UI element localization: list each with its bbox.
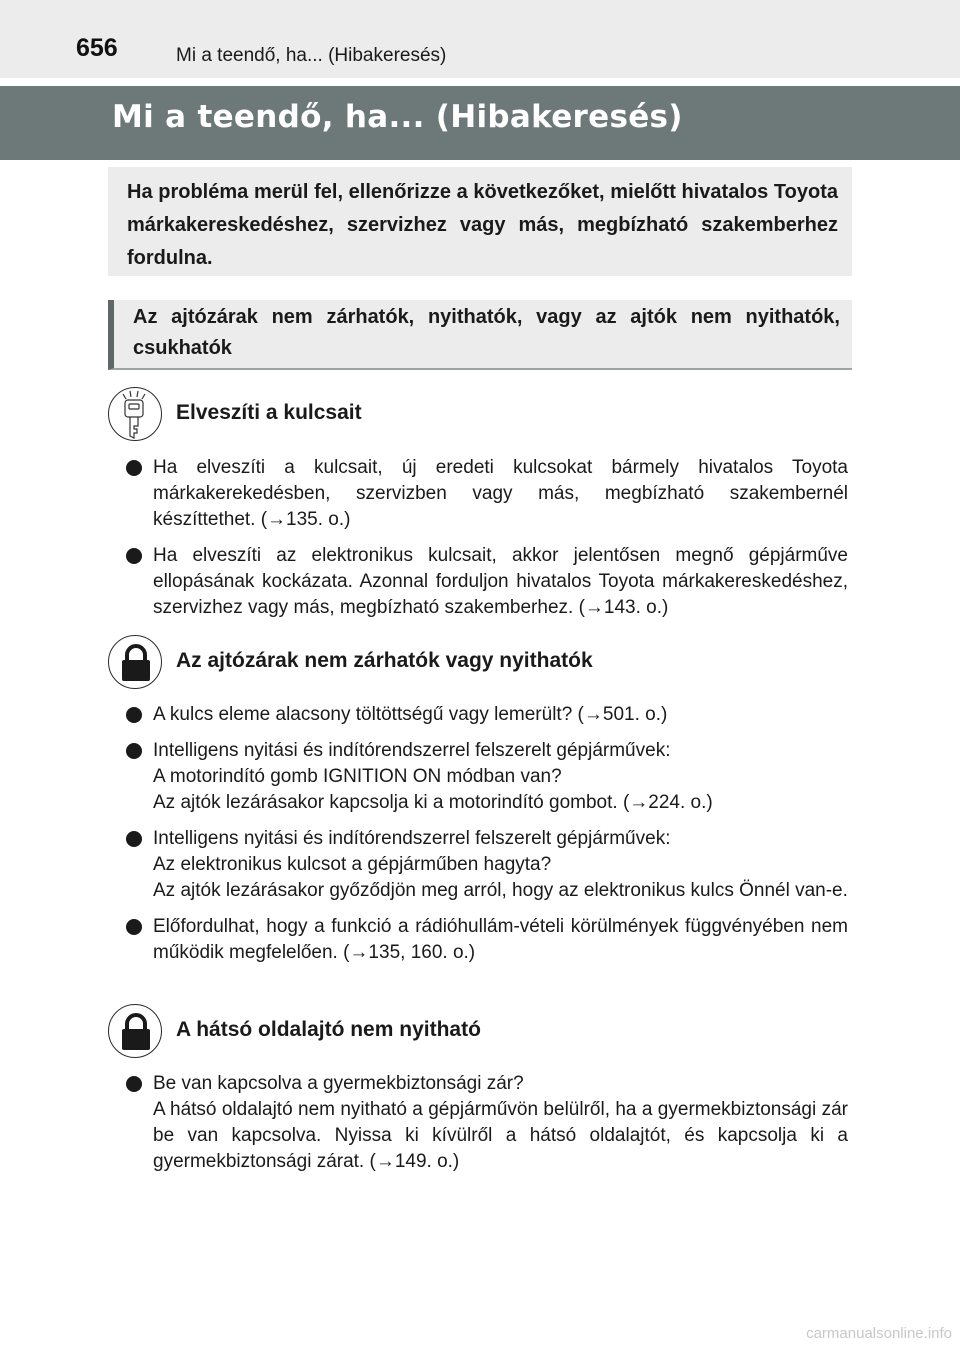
list-item: Be van kapcsolva a gyermekbiztonsági zár? A hátsó oldalajtó nem nyitható a gépjárművön belülről, ha a gyermekbiztonsági zár be van kapcsolva. Nyissa ki kívülről a hátsó oldalajtót, és kapcsolja ki a gyermekbiztonsági zárat. (→149. o.) [126,1071,848,1175]
topic-title: A hátsó oldalajtó nem nyitható [176,1018,481,1041]
bullet-icon [126,1076,142,1092]
page-number: 656 [76,34,118,62]
list-item: Intelligens nyitási és indítórendszerrel felszerelt gépjárművek: Az elektronikus kulcsot a gépjárműben hagyta? Az ajtók lezárásakor győződjön meg arról, hogy az elektronikus kulcs Önnél van-e. [126,826,848,904]
bullet-icon [126,919,142,935]
padlock-icon [108,1004,162,1058]
topic-rear-door-list [126,1071,848,1185]
list-item: Ha elveszíti a kulcsait, új eredeti kulcsokat bármely hivatalos Toyota márkakerekedésben, szervizben vagy más, megbízható szakembernél készíttethet. (→135. o.) [126,455,848,533]
list-item: Előfordulhat, hogy a funkció a rádióhullám-vételi körülmények függvényében nem működik megfelelően. (→135, 160. o.) [126,914,848,966]
bullet-icon [126,460,142,476]
topic-lost-keys [108,387,852,443]
list-item: Intelligens nyitási és indítórendszerrel felszerelt gépjárművek: A motorindító gomb IGNITION ON módban van? Az ajtók lezárásakor kapcsolja ki a motorindító gombot. (→224. o.) [126,738,848,816]
bullet-icon [126,548,142,564]
running-head: Mi a teendő, ha... (Hibakeresés) [176,45,447,66]
running-header-bar [0,0,960,78]
topic-locks-list [126,702,848,976]
topic-title: Az ajtózárak nem zárhatók vagy nyithatók [176,649,593,672]
intro-box: Ha probléma merül fel, ellenőrizze a következőket, mielőtt hivatalos Toyota márkakereskedéshez, szervizhez vagy más, megbízható szakemberhez fordulna. [108,167,852,276]
topic-rear-door [108,1004,852,1060]
section-heading: Az ajtózárak nem zárhatók, nyithatók, vagy az ajtók nem nyithatók, csukhatók [108,300,852,370]
bullet-icon [126,743,142,759]
topic-locks [108,635,852,691]
watermark: carmanualsonline.info [806,1325,952,1342]
padlock-icon [108,635,162,689]
bullet-icon [126,707,142,723]
chapter-title-band [0,86,960,160]
topic-title: Elveszíti a kulcsait [176,401,362,424]
key-icon [108,387,162,441]
bullet-icon [126,831,142,847]
page-title: Mi a teendő, ha... (Hibakeresés) [112,99,683,135]
list-item: A kulcs eleme alacsony töltöttségű vagy lemerült? (→501. o.) [126,702,848,728]
topic-lost-keys-list [126,455,848,631]
list-item: Ha elveszíti az elektronikus kulcsait, akkor jelentősen megnő gépjárműve ellopásának kockázata. Azonnal forduljon hivatalos Toyota márkakereskedéshez, szervizhez vagy más, megbízható szakemberhez. (→143. o.) [126,543,848,621]
